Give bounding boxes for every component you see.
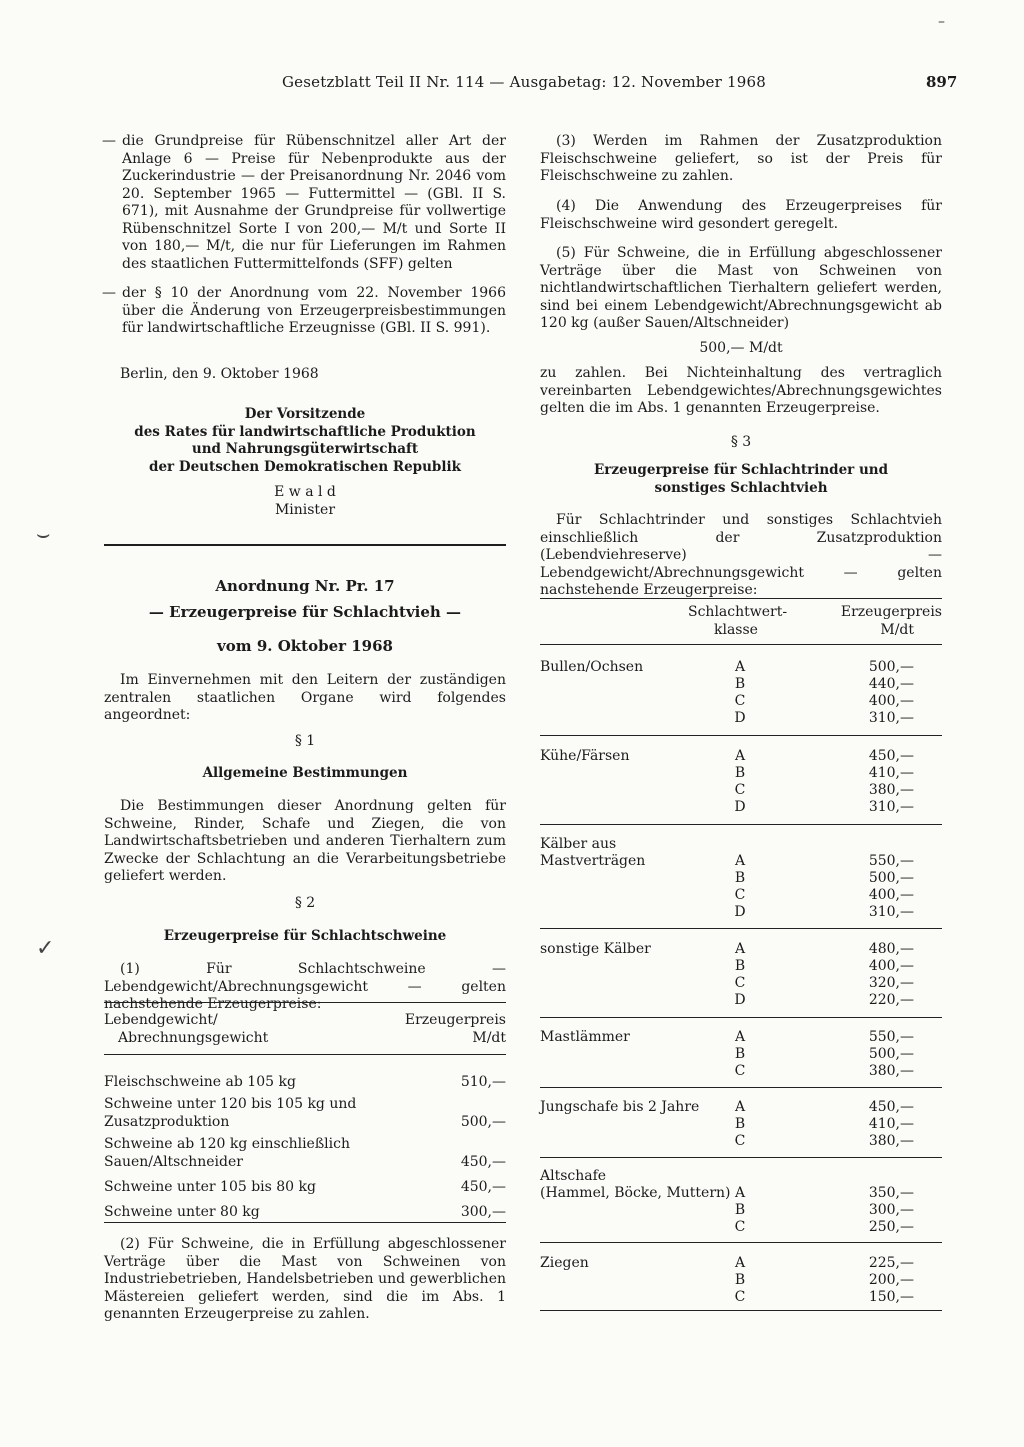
section-2-number: § 2 <box>294 895 316 911</box>
ordinance-title: Anordnung Nr. Pr. 17 <box>215 577 395 595</box>
section-2-title: Erzeugerpreise für Schlachtschweine <box>163 928 447 944</box>
pig-price-table-header: Lebendgewicht/ Abrechnungsgewicht Erzeugerpreis M/dt <box>104 1012 506 1046</box>
group-rule <box>540 735 942 736</box>
section-3-number: § 3 <box>730 434 752 450</box>
section-1-text: Die Bestimmungen dieser Anordnung gelten für Schweine, Rinder, Schafe und Ziegen, die von Landwirtschaftsbetrieben und anderen Tierhaltern zum Zwecke der Schlachtung an die Verarbeitungsbetriebe geliefert werden. <box>104 798 506 884</box>
left-column <box>104 133 506 338</box>
repeal-item-1: die Grundpreise für Rübenschnitzel aller Art der Anlage 6 — Preise für Nebenprodukte aus der Zuckerindustrie — der Preisanordnung Nr. 2046 vom 20. September 1965 — Futtermittel — (GBl. II S. 671), mit Ausnahme der Grundpreise für vollwertige Rübenschnitzel Sorte I von 200,— M/t und Sorte II von 180,— M/t, die nur für Lieferungen im Rahmen des staatlichen Futtermittelfonds (SFF) gelten <box>122 133 506 272</box>
repeal-item-2: der § 10 der Anordnung vom 22. November 1966 über die Änderung von Erzeugerpreisbestimmungen für landwirtschaftliche Erzeugnisse (GBl. II S. 991). <box>122 285 506 336</box>
cattle-price-table-header: Schlachtwert- klasse Erzeugerpreis M/dt <box>688 604 942 638</box>
signer-name: E w a l d <box>274 484 336 500</box>
group-rule <box>540 824 942 825</box>
section-2-para-5: (5) Für Schweine, die in Erfüllung abgeschlossener Verträge über die Mast von Schweinen von nichtlandwirtschaftlichen Tierhaltern geliefert werden, sind bei einem Lebendgewicht/Abrechnungsgewicht ab 120 kg (außer Sauen/Altschneider) <box>540 245 942 331</box>
section-2-para-5-price: 500,— M/dt <box>699 340 783 356</box>
table-group-kaelber-mast: Kälber aus Mastverträgen A 550,— B 500,— C 400,— D 310,— <box>540 836 914 920</box>
place-date: Berlin, den 9. Oktober 1968 <box>120 366 319 382</box>
group-rule <box>540 1087 942 1088</box>
table-group-sonstige-kaelber: sonstige Kälber A 480,— B 400,— C 320,— D 220,— <box>540 941 914 1008</box>
table-row: Schweine unter 120 bis 105 kg und Zusatzproduktion 500,— <box>104 1096 506 1130</box>
page-number: 897 <box>926 73 958 91</box>
list-item: — die Grundpreise für Rübenschnitzel aller Art der Anlage 6 — Preise für Nebenprodukte aus der Zuckerindustrie — der Preisanordnung Nr. 2046 vom 20. September 1965 — Futtermittel — (GBl. II S. 671), mit Ausnahme der Grundpreise für vollwertige Rübenschnitzel Sorte I von 200,— M/t und Sorte II von 180,— M/t, die nur für Lieferungen im Rahmen des staatlichen Futtermittelfonds (SFF) gelten <box>102 133 506 272</box>
table-top-rule <box>104 1002 506 1003</box>
section-2-para-3: (3) Werden im Rahmen der Zusatzproduktion Fleischschweine geliefert, so ist der Preis für Fleischschweine zu zahlen. <box>540 133 942 184</box>
pig-price-table-body <box>104 1066 506 1221</box>
table-group-mastlaemmer: Mastlämmer A 550,— B 500,— C 380,— <box>540 1029 914 1079</box>
group-rule <box>540 1242 942 1243</box>
section-2-para-1: (1) Für Schlachtschweine — Lebendgewicht/Abrechnungsgewicht — gelten nachstehende Erzeugerpreise: <box>104 961 506 1012</box>
section-3-title: Erzeugerpreise für Schlachtrinder und sonstiges Schlachtvieh <box>593 462 889 496</box>
table-group-bullen: Bullen/Ochsen A 500,— B 440,— C 400,— D 310,— <box>540 659 914 726</box>
signer-title: Minister <box>274 501 336 518</box>
margin-check-mark-1: ⌣ <box>36 522 51 547</box>
table-row: Schweine unter 80 kg 300,— <box>104 1203 506 1220</box>
ordinance-date: vom 9. Oktober 1968 <box>217 637 393 655</box>
table-bottom-rule <box>104 1222 506 1223</box>
group-rule <box>540 1017 942 1018</box>
table-group-jungschafe: Jungschafe bis 2 Jahre A 450,— B 410,— C 380,— <box>540 1099 914 1149</box>
table-row: Fleischschweine ab 105 kg 510,— <box>104 1073 506 1090</box>
intro-paragraph: Im Einvernehmen mit den Leitern der zuständigen zentralen staatlichen Organe wird folgendes angeordnet: <box>104 672 506 723</box>
signature-block: Der Vorsitzende des Rates für landwirtschaftliche Produktion und Nahrungsgüterwirtschaft der Deutschen Demokratischen Republik <box>134 406 476 475</box>
section-1-number: § 1 <box>294 733 316 749</box>
list-item: — der § 10 der Anordnung vom 22. November 1966 über die Änderung von Erzeugerpreisbestimmungen für landwirtschaftliche Erzeugnisse (GBl. II S. 991). <box>102 285 506 336</box>
signature-name-block <box>104 484 506 519</box>
table-group-ziegen: Ziegen A 225,— B 200,— C 150,— <box>540 1255 914 1305</box>
margin-check-mark-2: ✓ <box>36 936 55 961</box>
table-row: Schweine unter 105 bis 80 kg 450,— <box>104 1178 506 1195</box>
header-title: Gesetzblatt Teil II Nr. 114 — Ausgabetag: 12. November 1968 <box>282 73 766 91</box>
section-divider <box>104 544 506 546</box>
ordinance-subtitle: — Erzeugerpreise für Schlachtvieh — <box>148 603 462 621</box>
cattle-table-bottom-rule <box>540 1310 942 1311</box>
section-1-title: Allgemeine Bestimmungen <box>202 765 408 781</box>
table-row: Schweine ab 120 kg einschließlich Sauen/Altschneider 450,— <box>104 1136 506 1170</box>
group-rule <box>540 1157 942 1158</box>
cattle-table-header-rule <box>540 644 942 645</box>
margin-mark-top: – <box>938 14 945 30</box>
section-2-para-5-cont: zu zahlen. Bei Nichteinhaltung des vertraglich vereinbarten Lebendgewichtes/Abrechnungsgewichtes gelten die im Abs. 1 genannten Erzeugerpreise. <box>540 365 942 416</box>
section-3-text: Für Schlachtrinder und sonstiges Schlachtvieh einschließlich der Zusatzproduktion (Lebendviehreserve) — Lebendgewicht/Abrechnungsgewicht — gelten nachstehende Erzeugerpreise: <box>540 512 942 598</box>
section-2-para-4: (4) Die Anwendung des Erzeugerpreises für Fleischschweine wird gesondert geregelt. <box>540 198 942 232</box>
section-2-para-2: (2) Für Schweine, die in Erfüllung abgeschlossener Verträge über die Mast von Schweinen von Industriebetrieben, Handelsbetrieben und gewerblichen Mästereien geliefert werden, sind die im Abs. 1 genannten Erzeugerpreise zu zahlen. <box>104 1236 506 1322</box>
table-group-altschafe: Altschafe (Hammel, Böcke, Muttern) A 350,— B 300,— C 250,— <box>540 1168 914 1235</box>
table-header-rule <box>104 1054 506 1055</box>
table-group-kuehe: Kühe/Färsen A 450,— B 410,— C 380,— D 310,— <box>540 748 914 815</box>
group-rule <box>540 928 942 929</box>
cattle-table-top-rule <box>540 598 942 599</box>
